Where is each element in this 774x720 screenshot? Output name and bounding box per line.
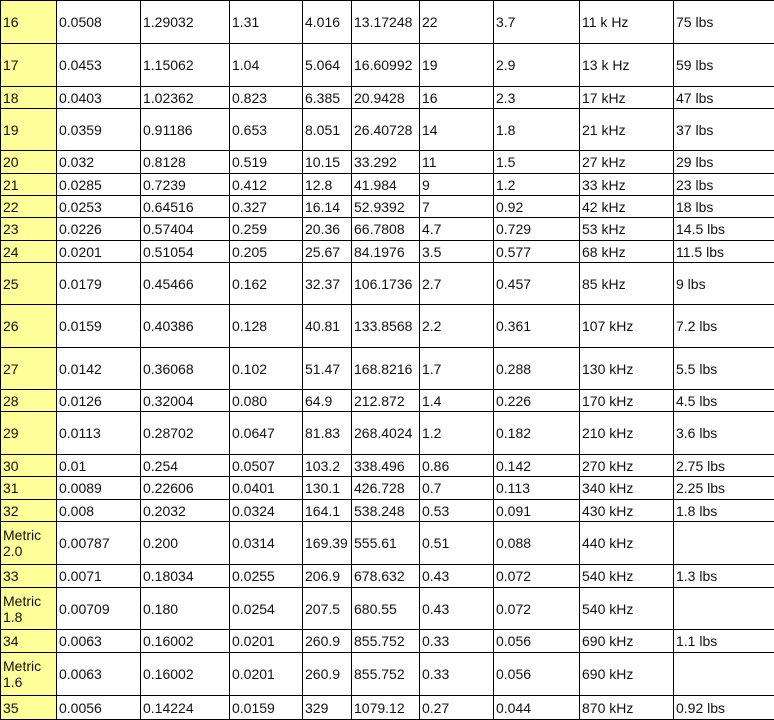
diameter-mm-cell: 1.29032: [141, 1, 230, 44]
max-amps-chassis-cell: 0.27: [420, 696, 494, 720]
max-amps-power-cell: 0.182: [494, 412, 580, 455]
diameter-mm-cell: 0.91186: [141, 109, 230, 151]
awg-cell: 35: [1, 696, 57, 720]
area-mm2-cell: 0.0507: [230, 455, 303, 477]
table-row: [1, 477, 774, 500]
diameter-inch-cell: 0.0142: [57, 348, 141, 390]
area-mm2-cell: 0.259: [230, 218, 303, 241]
max-amps-power-cell: 0.072: [494, 565, 580, 588]
breaking-force-cell: 5.5 lbs: [674, 348, 774, 390]
diameter-mm-cell: 0.2032: [141, 500, 230, 522]
diameter-mm-cell: 1.15062: [141, 44, 230, 87]
ohms-per-km-cell: 6.385: [303, 87, 352, 109]
awg-cell: 22: [1, 196, 57, 218]
diameter-inch-cell: 0.0453: [57, 44, 141, 87]
ohms-per-km-cell: 40.81: [303, 305, 352, 348]
diameter-mm-cell: 0.22606: [141, 477, 230, 500]
area-mm2-cell: 1.04: [230, 44, 303, 87]
table-row: [1, 109, 774, 151]
max-amps-chassis-cell: 0.86: [420, 455, 494, 477]
diameter-inch-cell: 0.032: [57, 151, 141, 174]
ohms-per-km-cell: 5.064: [303, 44, 352, 87]
ohms-per-1000ft-cell: 426.728: [352, 477, 420, 500]
ohms-per-1000ft-cell: 168.8216: [352, 348, 420, 390]
breaking-force-cell: 18 lbs: [674, 196, 774, 218]
diameter-mm-cell: 0.16002: [141, 653, 230, 696]
diameter-mm-cell: 0.7239: [141, 174, 230, 196]
max-amps-chassis-cell: 0.51: [420, 522, 494, 565]
area-mm2-cell: 0.0159: [230, 696, 303, 720]
max-amps-power-cell: 2.3: [494, 87, 580, 109]
area-mm2-cell: 0.653: [230, 109, 303, 151]
breaking-force-cell: 2.25 lbs: [674, 477, 774, 500]
diameter-inch-cell: 0.0226: [57, 218, 141, 241]
max-frequency-cell: 21 kHz: [580, 109, 674, 151]
area-mm2-cell: 0.0324: [230, 500, 303, 522]
awg-cell: 33: [1, 565, 57, 588]
area-mm2-cell: 0.519: [230, 151, 303, 174]
table-row: [1, 630, 774, 653]
ohms-per-km-cell: 16.14: [303, 196, 352, 218]
diameter-mm-cell: 0.45466: [141, 263, 230, 305]
area-mm2-cell: 0.327: [230, 196, 303, 218]
max-frequency-cell: 130 kHz: [580, 348, 674, 390]
breaking-force-cell: 23 lbs: [674, 174, 774, 196]
diameter-mm-cell: 0.180: [141, 588, 230, 630]
max-frequency-cell: 68 kHz: [580, 241, 674, 263]
breaking-force-cell: 11.5 lbs: [674, 241, 774, 263]
ohms-per-km-cell: 4.016: [303, 1, 352, 44]
diameter-inch-cell: 0.0285: [57, 174, 141, 196]
breaking-force-cell: 0.92 lbs: [674, 696, 774, 720]
ohms-per-1000ft-cell: 13.17248: [352, 1, 420, 44]
area-mm2-cell: 0.412: [230, 174, 303, 196]
table-row: [1, 196, 774, 218]
awg-cell: Metric 1.8: [1, 588, 57, 630]
max-amps-chassis-cell: 0.33: [420, 653, 494, 696]
awg-cell: 29: [1, 412, 57, 455]
max-amps-chassis-cell: 19: [420, 44, 494, 87]
diameter-mm-cell: 0.16002: [141, 630, 230, 653]
max-frequency-cell: 440 kHz: [580, 522, 674, 565]
table-row: [1, 87, 774, 109]
awg-cell: 30: [1, 455, 57, 477]
ohms-per-1000ft-cell: 1079.12: [352, 696, 420, 720]
ohms-per-1000ft-cell: 268.4024: [352, 412, 420, 455]
ohms-per-1000ft-cell: 16.60992: [352, 44, 420, 87]
max-amps-power-cell: 1.5: [494, 151, 580, 174]
ohms-per-1000ft-cell: 212.872: [352, 390, 420, 412]
diameter-inch-cell: 0.0179: [57, 263, 141, 305]
diameter-inch-cell: 0.00787: [57, 522, 141, 565]
breaking-force-cell: [674, 653, 774, 696]
breaking-force-cell: 4.5 lbs: [674, 390, 774, 412]
max-amps-power-cell: 0.091: [494, 500, 580, 522]
max-frequency-cell: 690 kHz: [580, 653, 674, 696]
ohms-per-1000ft-cell: 84.1976: [352, 241, 420, 263]
max-amps-power-cell: 0.361: [494, 305, 580, 348]
ohms-per-km-cell: 130.1: [303, 477, 352, 500]
ohms-per-1000ft-cell: 33.292: [352, 151, 420, 174]
awg-cell: 18: [1, 87, 57, 109]
max-amps-chassis-cell: 7: [420, 196, 494, 218]
diameter-mm-cell: 0.8128: [141, 151, 230, 174]
table-row: [1, 218, 774, 241]
awg-cell: 32: [1, 500, 57, 522]
max-amps-chassis-cell: 9: [420, 174, 494, 196]
table-row: [1, 44, 774, 87]
max-amps-power-cell: 0.113: [494, 477, 580, 500]
area-mm2-cell: 0.0254: [230, 588, 303, 630]
ohms-per-km-cell: 8.051: [303, 109, 352, 151]
ohms-per-km-cell: 207.5: [303, 588, 352, 630]
diameter-inch-cell: 0.0071: [57, 565, 141, 588]
max-frequency-cell: 540 kHz: [580, 565, 674, 588]
awg-cell: 24: [1, 241, 57, 263]
ohms-per-km-cell: 12.8: [303, 174, 352, 196]
area-mm2-cell: 0.0201: [230, 630, 303, 653]
awg-cell: 34: [1, 630, 57, 653]
breaking-force-cell: 1.1 lbs: [674, 630, 774, 653]
max-amps-power-cell: 0.226: [494, 390, 580, 412]
breaking-force-cell: 1.8 lbs: [674, 500, 774, 522]
diameter-mm-cell: 0.254: [141, 455, 230, 477]
diameter-inch-cell: 0.0056: [57, 696, 141, 720]
max-amps-chassis-cell: 2.7: [420, 263, 494, 305]
area-mm2-cell: 0.0201: [230, 653, 303, 696]
awg-cell: 16: [1, 1, 57, 44]
diameter-mm-cell: 0.51054: [141, 241, 230, 263]
max-frequency-cell: 340 kHz: [580, 477, 674, 500]
max-amps-chassis-cell: 1.4: [420, 390, 494, 412]
max-amps-chassis-cell: 0.33: [420, 630, 494, 653]
diameter-inch-cell: 0.0403: [57, 87, 141, 109]
max-amps-power-cell: 3.7: [494, 1, 580, 44]
max-amps-power-cell: 0.729: [494, 218, 580, 241]
max-amps-power-cell: 0.457: [494, 263, 580, 305]
max-amps-power-cell: 0.142: [494, 455, 580, 477]
max-amps-chassis-cell: 11: [420, 151, 494, 174]
diameter-inch-cell: 0.0508: [57, 1, 141, 44]
awg-cell: Metric 1.6: [1, 653, 57, 696]
max-frequency-cell: 540 kHz: [580, 588, 674, 630]
max-amps-power-cell: 2.9: [494, 44, 580, 87]
ohms-per-km-cell: 103.2: [303, 455, 352, 477]
table-body: [1, 1, 774, 720]
diameter-mm-cell: 1.02362: [141, 87, 230, 109]
max-amps-chassis-cell: 0.53: [420, 500, 494, 522]
awg-cell: 23: [1, 218, 57, 241]
ohms-per-km-cell: 32.37: [303, 263, 352, 305]
max-amps-power-cell: 0.056: [494, 653, 580, 696]
max-frequency-cell: 430 kHz: [580, 500, 674, 522]
ohms-per-1000ft-cell: 338.496: [352, 455, 420, 477]
max-amps-power-cell: 0.044: [494, 696, 580, 720]
ohms-per-1000ft-cell: 66.7808: [352, 218, 420, 241]
area-mm2-cell: 0.0255: [230, 565, 303, 588]
breaking-force-cell: 1.3 lbs: [674, 565, 774, 588]
ohms-per-km-cell: 260.9: [303, 653, 352, 696]
area-mm2-cell: 0.823: [230, 87, 303, 109]
max-frequency-cell: 210 kHz: [580, 412, 674, 455]
ohms-per-1000ft-cell: 855.752: [352, 630, 420, 653]
ohms-per-km-cell: 164.1: [303, 500, 352, 522]
table-row: [1, 412, 774, 455]
max-frequency-cell: 870 kHz: [580, 696, 674, 720]
diameter-inch-cell: 0.0253: [57, 196, 141, 218]
max-amps-chassis-cell: 4.7: [420, 218, 494, 241]
awg-cell: 28: [1, 390, 57, 412]
max-amps-power-cell: 0.088: [494, 522, 580, 565]
breaking-force-cell: 14.5 lbs: [674, 218, 774, 241]
diameter-mm-cell: 0.14224: [141, 696, 230, 720]
diameter-inch-cell: 0.0359: [57, 109, 141, 151]
diameter-mm-cell: 0.57404: [141, 218, 230, 241]
ohms-per-km-cell: 81.83: [303, 412, 352, 455]
diameter-inch-cell: 0.0159: [57, 305, 141, 348]
area-mm2-cell: 0.102: [230, 348, 303, 390]
max-frequency-cell: 27 kHz: [580, 151, 674, 174]
breaking-force-cell: 2.75 lbs: [674, 455, 774, 477]
ohms-per-1000ft-cell: 678.632: [352, 565, 420, 588]
max-frequency-cell: 42 kHz: [580, 196, 674, 218]
ohms-per-1000ft-cell: 20.9428: [352, 87, 420, 109]
diameter-inch-cell: 0.0063: [57, 630, 141, 653]
ohms-per-km-cell: 206.9: [303, 565, 352, 588]
max-amps-chassis-cell: 0.43: [420, 588, 494, 630]
breaking-force-cell: [674, 588, 774, 630]
diameter-mm-cell: 0.32004: [141, 390, 230, 412]
table-row: [1, 653, 774, 696]
max-frequency-cell: 170 kHz: [580, 390, 674, 412]
breaking-force-cell: 29 lbs: [674, 151, 774, 174]
max-amps-chassis-cell: 1.7: [420, 348, 494, 390]
max-frequency-cell: 33 kHz: [580, 174, 674, 196]
ohms-per-km-cell: 64.9: [303, 390, 352, 412]
table-row: [1, 565, 774, 588]
awg-cell: 21: [1, 174, 57, 196]
diameter-inch-cell: 0.0113: [57, 412, 141, 455]
table-row: [1, 500, 774, 522]
max-amps-chassis-cell: 0.7: [420, 477, 494, 500]
max-frequency-cell: 11 k Hz: [580, 1, 674, 44]
diameter-inch-cell: 0.008: [57, 500, 141, 522]
ohms-per-1000ft-cell: 41.984: [352, 174, 420, 196]
area-mm2-cell: 0.080: [230, 390, 303, 412]
awg-cell: 20: [1, 151, 57, 174]
ohms-per-1000ft-cell: 680.55: [352, 588, 420, 630]
table-row: [1, 263, 774, 305]
awg-cell: 26: [1, 305, 57, 348]
max-amps-chassis-cell: 22: [420, 1, 494, 44]
table-row: [1, 151, 774, 174]
area-mm2-cell: 0.0314: [230, 522, 303, 565]
table-row: [1, 305, 774, 348]
ohms-per-1000ft-cell: 555.61: [352, 522, 420, 565]
breaking-force-cell: [674, 522, 774, 565]
awg-cell: 31: [1, 477, 57, 500]
table-row: [1, 696, 774, 720]
max-amps-power-cell: 1.2: [494, 174, 580, 196]
diameter-mm-cell: 0.200: [141, 522, 230, 565]
diameter-mm-cell: 0.28702: [141, 412, 230, 455]
diameter-inch-cell: 0.00709: [57, 588, 141, 630]
area-mm2-cell: 0.128: [230, 305, 303, 348]
ohms-per-km-cell: 20.36: [303, 218, 352, 241]
awg-cell: 19: [1, 109, 57, 151]
awg-cell: 17: [1, 44, 57, 87]
max-amps-chassis-cell: 14: [420, 109, 494, 151]
diameter-inch-cell: 0.0126: [57, 390, 141, 412]
max-amps-power-cell: 0.072: [494, 588, 580, 630]
table-row: [1, 1, 774, 44]
max-amps-chassis-cell: 2.2: [420, 305, 494, 348]
ohms-per-1000ft-cell: 106.1736: [352, 263, 420, 305]
ohms-per-km-cell: 169.39: [303, 522, 352, 565]
max-amps-chassis-cell: 16: [420, 87, 494, 109]
max-frequency-cell: 53 kHz: [580, 218, 674, 241]
max-amps-chassis-cell: 1.2: [420, 412, 494, 455]
max-amps-power-cell: 1.8: [494, 109, 580, 151]
max-frequency-cell: 270 kHz: [580, 455, 674, 477]
ohms-per-km-cell: 10.15: [303, 151, 352, 174]
breaking-force-cell: 7.2 lbs: [674, 305, 774, 348]
table-row: [1, 588, 774, 630]
area-mm2-cell: 1.31: [230, 1, 303, 44]
ohms-per-km-cell: 25.67: [303, 241, 352, 263]
breaking-force-cell: 59 lbs: [674, 44, 774, 87]
ohms-per-1000ft-cell: 52.9392: [352, 196, 420, 218]
table-row: [1, 241, 774, 263]
ohms-per-km-cell: 51.47: [303, 348, 352, 390]
area-mm2-cell: 0.0647: [230, 412, 303, 455]
awg-cell: Metric 2.0: [1, 522, 57, 565]
max-frequency-cell: 17 kHz: [580, 87, 674, 109]
diameter-mm-cell: 0.64516: [141, 196, 230, 218]
diameter-inch-cell: 0.0201: [57, 241, 141, 263]
diameter-inch-cell: 0.01: [57, 455, 141, 477]
area-mm2-cell: 0.205: [230, 241, 303, 263]
max-frequency-cell: 690 kHz: [580, 630, 674, 653]
max-amps-chassis-cell: 0.43: [420, 565, 494, 588]
breaking-force-cell: 9 lbs: [674, 263, 774, 305]
max-frequency-cell: 85 kHz: [580, 263, 674, 305]
diameter-mm-cell: 0.40386: [141, 305, 230, 348]
ohms-per-1000ft-cell: 855.752: [352, 653, 420, 696]
breaking-force-cell: 37 lbs: [674, 109, 774, 151]
max-amps-power-cell: 0.056: [494, 630, 580, 653]
diameter-inch-cell: 0.0089: [57, 477, 141, 500]
table-row: [1, 455, 774, 477]
table-row: [1, 390, 774, 412]
table-row: [1, 348, 774, 390]
ohms-per-1000ft-cell: 26.40728: [352, 109, 420, 151]
ohms-per-km-cell: 260.9: [303, 630, 352, 653]
table-row: [1, 522, 774, 565]
diameter-mm-cell: 0.36068: [141, 348, 230, 390]
diameter-mm-cell: 0.18034: [141, 565, 230, 588]
breaking-force-cell: 75 lbs: [674, 1, 774, 44]
awg-cell: 25: [1, 263, 57, 305]
max-frequency-cell: 107 kHz: [580, 305, 674, 348]
ohms-per-1000ft-cell: 538.248: [352, 500, 420, 522]
max-frequency-cell: 13 k Hz: [580, 44, 674, 87]
area-mm2-cell: 0.0401: [230, 477, 303, 500]
max-amps-chassis-cell: 3.5: [420, 241, 494, 263]
ohms-per-km-cell: 329: [303, 696, 352, 720]
max-amps-power-cell: 0.92: [494, 196, 580, 218]
diameter-inch-cell: 0.0063: [57, 653, 141, 696]
table-row: [1, 174, 774, 196]
max-amps-power-cell: 0.577: [494, 241, 580, 263]
ohms-per-1000ft-cell: 133.8568: [352, 305, 420, 348]
awg-cell: 27: [1, 348, 57, 390]
area-mm2-cell: 0.162: [230, 263, 303, 305]
breaking-force-cell: 3.6 lbs: [674, 412, 774, 455]
max-amps-power-cell: 0.288: [494, 348, 580, 390]
breaking-force-cell: 47 lbs: [674, 87, 774, 109]
